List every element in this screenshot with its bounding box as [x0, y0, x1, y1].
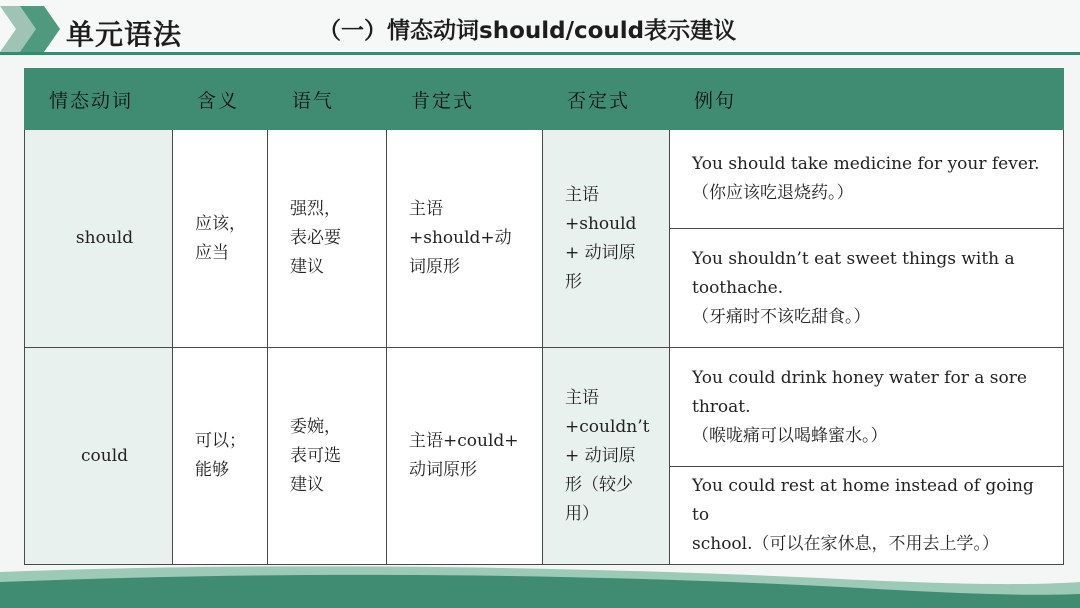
negative-cell: 主语 +should + 动词原 形 [543, 130, 670, 348]
example-cell: You could drink honey water for a sore throat. （喉咙痛可以喝蜂蜜水。） [670, 348, 1064, 467]
grammar-table [24, 68, 1064, 565]
affirmative-cell: 主语 +should+动 词原形 [387, 130, 543, 348]
affirmative-cell: 主语+could+ 动词原形 [387, 348, 543, 565]
negative-cell: 主语 +couldn’t + 动词原 形（较少 用） [543, 348, 670, 565]
tone-cell: 强烈， 表必要 建议 [268, 130, 387, 348]
column-header: 含义 [173, 69, 268, 130]
table-header-row [25, 69, 1064, 130]
chevron-arrows-icon [0, 6, 70, 52]
header-divider [0, 52, 1080, 55]
table-row [25, 348, 1064, 467]
table-row [25, 130, 1064, 229]
tone-cell: 委婉， 表可选 建议 [268, 348, 387, 565]
column-header: 语气 [268, 69, 387, 130]
section-title: 单元语法 [66, 18, 183, 51]
meaning-cell: 可以； 能够 [173, 348, 268, 565]
verb-cell: should [25, 130, 173, 348]
column-header: 情态动词 [25, 69, 173, 130]
example-cell: You could rest at home instead of going to school.（可以在家休息，不用去上学。） [670, 467, 1064, 565]
example-cell: You should take medicine for your fever. （你应该吃退烧药。） [670, 130, 1064, 229]
meaning-cell: 应该， 应当 [173, 130, 268, 348]
column-header: 例句 [670, 69, 1064, 130]
footer-wave [0, 556, 1080, 608]
example-cell: You shouldn’t eat sweet things with a toothache. （牙痛时不该吃甜食。） [670, 229, 1064, 348]
page-title: （一）情态动词should/could表示建议 [318, 18, 737, 44]
verb-cell: could [25, 348, 173, 565]
column-header: 否定式 [543, 69, 670, 130]
column-header: 肯定式 [387, 69, 543, 130]
